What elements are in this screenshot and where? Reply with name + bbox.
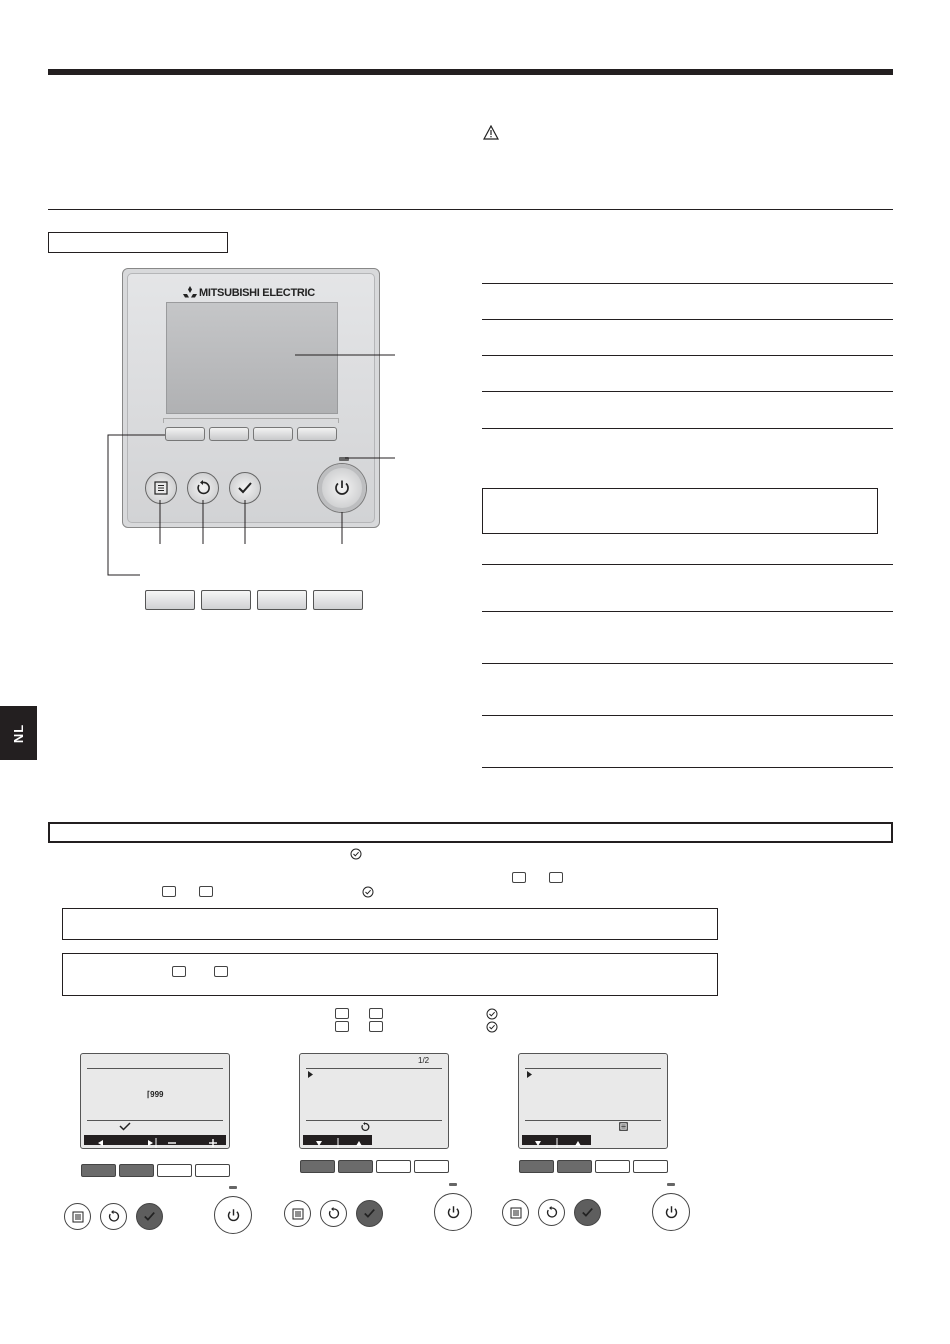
check-icon [119, 1122, 131, 1131]
leader-lines [100, 350, 410, 580]
top-rule [48, 69, 893, 75]
check-circle-icon [486, 1008, 498, 1020]
f3-key[interactable] [595, 1160, 630, 1173]
f2-key-highlighted[interactable] [557, 1160, 592, 1173]
f1-key-highlighted[interactable] [300, 1160, 335, 1173]
operation-led [229, 1186, 237, 1189]
table-rule [482, 283, 893, 284]
table-rule [482, 319, 893, 320]
value-display: ⌈999 [147, 1090, 164, 1099]
f2-key-highlighted[interactable] [338, 1160, 373, 1173]
check-icon [581, 1207, 594, 1218]
note-box-1 [62, 908, 718, 940]
function-key-f3-large[interactable] [257, 590, 307, 610]
table-rule [482, 663, 893, 664]
language-tab: NL [0, 706, 37, 760]
key-glyph [214, 966, 228, 977]
key-glyph [335, 1021, 349, 1032]
f1-key-highlighted[interactable] [81, 1164, 116, 1177]
return-button[interactable] [538, 1199, 565, 1226]
select-button-highlighted[interactable] [136, 1203, 163, 1230]
operation-led [667, 1183, 675, 1186]
function-bar [522, 1135, 591, 1145]
table-rule [482, 611, 893, 612]
key-glyph [199, 886, 213, 897]
on-off-button[interactable] [434, 1193, 472, 1231]
warning-triangle-icon [483, 125, 499, 140]
return-icon [360, 1122, 370, 1132]
f4-key[interactable] [195, 1164, 230, 1177]
f2-key-highlighted[interactable] [119, 1164, 154, 1177]
key-glyph [162, 886, 176, 897]
brand-logo: MITSUBISHI ELECTRIC [199, 287, 315, 299]
operation-led [449, 1183, 457, 1186]
key-glyph [172, 966, 186, 977]
note-box [482, 488, 878, 534]
section-rule [48, 209, 893, 210]
screen-example-3 [518, 1053, 668, 1149]
check-icon [143, 1211, 156, 1222]
f3-key[interactable] [157, 1164, 192, 1177]
screen-example-2 [299, 1053, 449, 1149]
table-rule [482, 355, 893, 356]
section-heading-box [48, 232, 228, 253]
return-button[interactable] [100, 1203, 127, 1230]
on-off-button[interactable] [214, 1196, 252, 1234]
check-icon [363, 1208, 376, 1219]
return-icon [107, 1210, 120, 1223]
f4-key[interactable] [414, 1160, 449, 1173]
select-button-highlighted[interactable] [574, 1199, 601, 1226]
key-glyph [369, 1008, 383, 1019]
power-icon [664, 1205, 679, 1220]
table-rule [482, 428, 893, 429]
return-button[interactable] [320, 1200, 347, 1227]
menu-button[interactable] [64, 1203, 91, 1230]
f1-key-highlighted[interactable] [519, 1160, 554, 1173]
table-rule [482, 767, 893, 768]
select-button-highlighted[interactable] [356, 1200, 383, 1227]
triangle-right-icon [527, 1071, 532, 1078]
function-key-f4-large[interactable] [313, 590, 363, 610]
key-glyph [549, 872, 563, 883]
f4-key[interactable] [633, 1160, 668, 1173]
menu-icon [72, 1211, 84, 1223]
page-indicator: 1/2 [418, 1056, 430, 1065]
return-icon [545, 1206, 558, 1219]
menu-icon [510, 1207, 522, 1219]
three-diamonds-logo-icon [182, 286, 198, 300]
on-off-button[interactable] [652, 1193, 690, 1231]
triangle-right-icon [308, 1071, 313, 1078]
menu-button[interactable] [502, 1199, 529, 1226]
check-circle-icon [350, 848, 362, 860]
key-glyph [335, 1008, 349, 1019]
key-glyph [369, 1021, 383, 1032]
table-rule [482, 391, 893, 392]
screen-example-1 [80, 1053, 230, 1149]
function-bar [84, 1135, 226, 1145]
note-box-2 [62, 953, 718, 996]
return-icon [327, 1207, 340, 1220]
power-icon [446, 1205, 461, 1220]
menu-icon [292, 1208, 304, 1220]
section-title-box [48, 822, 893, 843]
table-rule [482, 564, 893, 565]
menu-icon [619, 1122, 628, 1131]
function-key-f2-large[interactable] [201, 590, 251, 610]
table-rule [482, 715, 893, 716]
f3-key[interactable] [376, 1160, 411, 1173]
check-circle-icon [486, 1021, 498, 1033]
check-circle-icon [362, 886, 374, 898]
function-key-f1-large[interactable] [145, 590, 195, 610]
key-glyph [512, 872, 526, 883]
menu-button[interactable] [284, 1200, 311, 1227]
power-icon [226, 1208, 241, 1223]
function-bar [303, 1135, 372, 1145]
